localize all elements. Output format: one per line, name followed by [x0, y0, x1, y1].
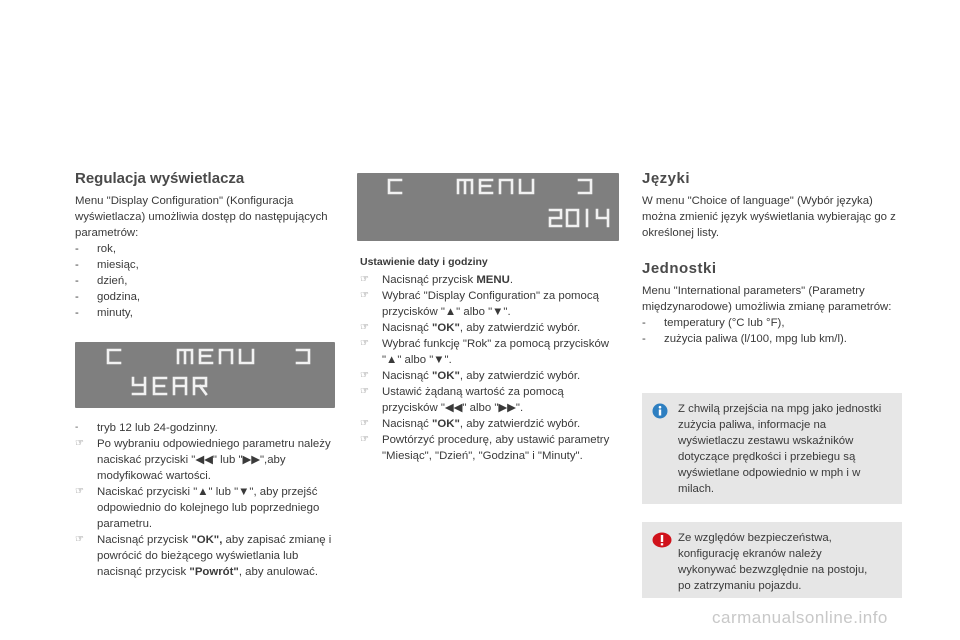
left-column — [75, 171, 335, 321]
units-param-item — [642, 331, 904, 347]
info-icon — [652, 403, 668, 419]
bullet-marker: - — [75, 422, 79, 433]
lcd-year-display — [75, 342, 335, 408]
display-param-item — [75, 305, 335, 321]
dash-marker: - — [642, 333, 646, 345]
bullet-text: Naciskać przyciski "▲" lub "▼", aby przejść odpowiednio do kolejnego lub poprzedniego parametru. — [97, 486, 320, 530]
display-intro: Menu "Display Configuration" (Konfiguracja wyświetlacza) umożliwia dostęp do następujących parametrów: — [75, 195, 328, 239]
display-param-text: rok, — [97, 243, 116, 255]
dash-marker: - — [75, 291, 79, 303]
dash-marker: - — [75, 275, 79, 287]
step-text: Ustawić żądaną wartość za pomocą przycisków "◀◀" albo "▶▶". — [382, 386, 564, 414]
watermark: carmanualsonline.info — [712, 608, 888, 627]
step-text: Wybrać "Display Configuration" za pomocą przycisków "▲" albo "▼". — [382, 290, 599, 318]
display-params-list — [75, 241, 335, 321]
lcd-date-display — [357, 173, 619, 241]
bullet-navigate — [75, 484, 335, 532]
bullet-text: tryb 12 lub 24-godzinny. — [97, 422, 218, 434]
units-intro: Menu "International parameters" (Parametry międzynarodowe) umożliwia zmianę parametrów: — [642, 285, 892, 313]
hand-icon: ☞ — [75, 486, 84, 497]
date-time-subtitle: Ustawienie daty i godziny — [360, 256, 488, 268]
dash-marker: - — [75, 259, 79, 271]
hand-icon: ☞ — [360, 322, 369, 333]
date-time-step — [360, 320, 622, 336]
hand-icon: ☞ — [360, 290, 369, 301]
date-time-step — [360, 336, 622, 368]
lcd-date-segments — [357, 173, 619, 241]
step-text: Wybrać funkcję "Rok" za pomocą przycisków "▲" albo "▼". — [382, 338, 610, 366]
middle-column — [360, 254, 622, 464]
info-note — [642, 393, 902, 504]
warning-note-text: Ze względów bezpieczeństwa, konfigurację ekranów należy wykonywać bezwzględnie na postoju, po zatrzymaniu pojazdu. — [678, 532, 868, 592]
bullet-text: Nacisnąć przycisk "OK", aby zapisać zmianę i powrócić do bieżącego wyświetlania lub nacisnąć przycisk "Powrót", aby anulować. — [97, 534, 332, 578]
date-time-step — [360, 368, 622, 384]
step-text: Powtórzyć procedurę, aby ustawić parametry "Miesiąc", "Dzień", "Godzina" i "Minuty". — [382, 434, 610, 462]
date-time-step — [360, 272, 622, 288]
dash-marker: - — [642, 317, 646, 329]
units-param-text: temperatury (°C lub °F), — [664, 317, 785, 329]
section-title-languages: Języki — [642, 170, 691, 187]
bullet-mode — [75, 420, 335, 436]
hand-icon: ☞ — [360, 434, 369, 445]
info-note-text: Z chwilą przejścia na mpg jako jednostki zużycia paliwa, informacje na wyświetlaczu zestawu wskaźników dotyczące prędkości i przebiegu są wyświetlane odpowiednio w mph i w milach. — [678, 403, 882, 495]
bullet-save — [75, 532, 335, 580]
hand-icon: ☞ — [360, 338, 369, 349]
bullet-text: Po wybraniu odpowiedniego parametru należy naciskać przyciski "◀◀" lub "▶▶",aby modyfikować wartości. — [97, 438, 331, 482]
dash-marker: - — [75, 243, 79, 255]
step-text: Nacisnąć "OK", aby zatwierdzić wybór. — [382, 370, 581, 382]
date-time-step — [360, 416, 622, 432]
right-column — [642, 171, 904, 347]
display-param-item — [75, 257, 335, 273]
hand-icon: ☞ — [75, 534, 84, 545]
step-text: Nacisnąć "OK", aby zatwierdzić wybór. — [382, 322, 581, 334]
warning-icon — [652, 532, 672, 548]
units-param-item — [642, 315, 904, 331]
step-text: Nacisnąć "OK", aby zatwierdzić wybór. — [382, 418, 581, 430]
units-param-text: zużycia paliwa (l/100, mpg lub km/l). — [664, 333, 847, 345]
step-text: Nacisnąć przycisk MENU. — [382, 274, 514, 286]
lcd-year-segments — [75, 342, 335, 408]
display-param-item — [75, 273, 335, 289]
section-title-display: Regulacja wyświetlacza — [75, 170, 245, 187]
languages-text: W menu "Choice of language" (Wybór języka) można zmienić język wyświetlania wybierając go z określonej listy. — [642, 195, 896, 239]
display-param-item — [75, 289, 335, 305]
hand-icon: ☞ — [360, 386, 369, 397]
display-param-text: miesiąc, — [97, 259, 139, 271]
units-params-list — [642, 315, 904, 347]
hand-icon: ☞ — [360, 418, 369, 429]
display-param-item — [75, 241, 335, 257]
bullet-modify — [75, 436, 335, 484]
hand-icon: ☞ — [360, 274, 369, 285]
display-param-text: godzina, — [97, 291, 141, 303]
date-time-step — [360, 384, 622, 416]
warning-note — [642, 522, 902, 598]
date-time-steps — [360, 272, 622, 464]
display-param-text: dzień, — [97, 275, 128, 287]
display-param-text: minuty, — [97, 307, 133, 319]
hand-icon: ☞ — [360, 370, 369, 381]
date-time-step — [360, 432, 622, 464]
dash-marker: - — [75, 307, 79, 319]
section-title-units: Jednostki — [642, 260, 717, 277]
date-time-step — [360, 288, 622, 320]
left-bullets — [75, 420, 335, 580]
hand-icon: ☞ — [75, 438, 84, 449]
